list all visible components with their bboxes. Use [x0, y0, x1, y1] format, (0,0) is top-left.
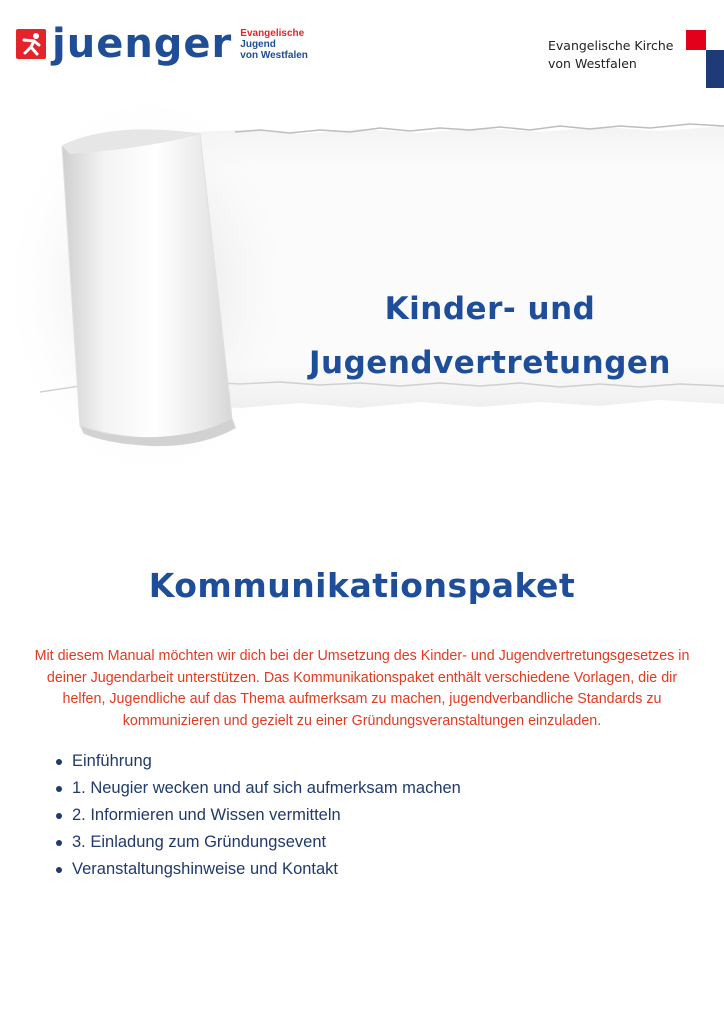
list-item-label: 2. Informieren und Wissen vermitteln — [72, 806, 341, 824]
juenger-logo[interactable] — [16, 18, 308, 70]
church-logo-red-square — [686, 30, 706, 50]
bullet-icon — [56, 759, 62, 765]
list-item — [50, 775, 461, 802]
list-item — [50, 802, 461, 829]
list-item-label: 3. Einladung zum Gründungsevent — [72, 833, 327, 851]
header — [0, 0, 724, 95]
church-name-line: Evangelische Kirche — [548, 38, 674, 53]
logo-sub-line: Evangelische — [240, 27, 305, 39]
hero-title-line: Jugendvertretungen — [309, 345, 671, 381]
hero-title-line: Kinder- und — [384, 291, 596, 327]
church-logo-blue-bar — [706, 50, 724, 88]
list-item-label: Veranstaltungshinweise und Kontakt — [72, 860, 339, 878]
hero-torn-paper — [0, 86, 724, 506]
contents-list — [50, 748, 461, 883]
bullet-icon — [56, 786, 62, 792]
hero-title — [300, 282, 680, 390]
list-item — [50, 748, 461, 775]
bullet-icon — [56, 867, 62, 873]
logo-sub-line: Jugend — [240, 38, 276, 50]
logo-sub-line: von Westfalen — [240, 49, 308, 61]
church-name — [548, 37, 673, 73]
bullet-icon — [56, 840, 62, 846]
list-item — [50, 856, 461, 883]
list-item-label: Einführung — [72, 752, 152, 770]
intro-paragraph: Mit diesem Manual möchten wir dich bei der Umsetzung des Kinder- und Jugendvertretungsgesetzes in deiner Jugendarbeit unterstützen. Das Kommunikationspaket enthält verschiedene Vorlagen, die dir helfen, Jugendliche auf das Thema aufmerksam zu machen, jugendverbandliche Standards zu kommunizieren und gezielt zu einer Gründungsveranstaltungen einzuladen. — [34, 648, 690, 729]
page-title: Kommunikationspaket — [148, 566, 576, 605]
list-item — [50, 829, 461, 856]
logo-subtitle — [240, 28, 308, 61]
list-item-label: 1. Neugier wecken und auf sich aufmerksam machen — [72, 779, 461, 797]
logo-figure-icon — [16, 29, 46, 59]
bullet-icon — [56, 813, 62, 819]
logo-wordmark: juenger — [52, 21, 233, 67]
church-name-line: von Westfalen — [548, 56, 637, 71]
